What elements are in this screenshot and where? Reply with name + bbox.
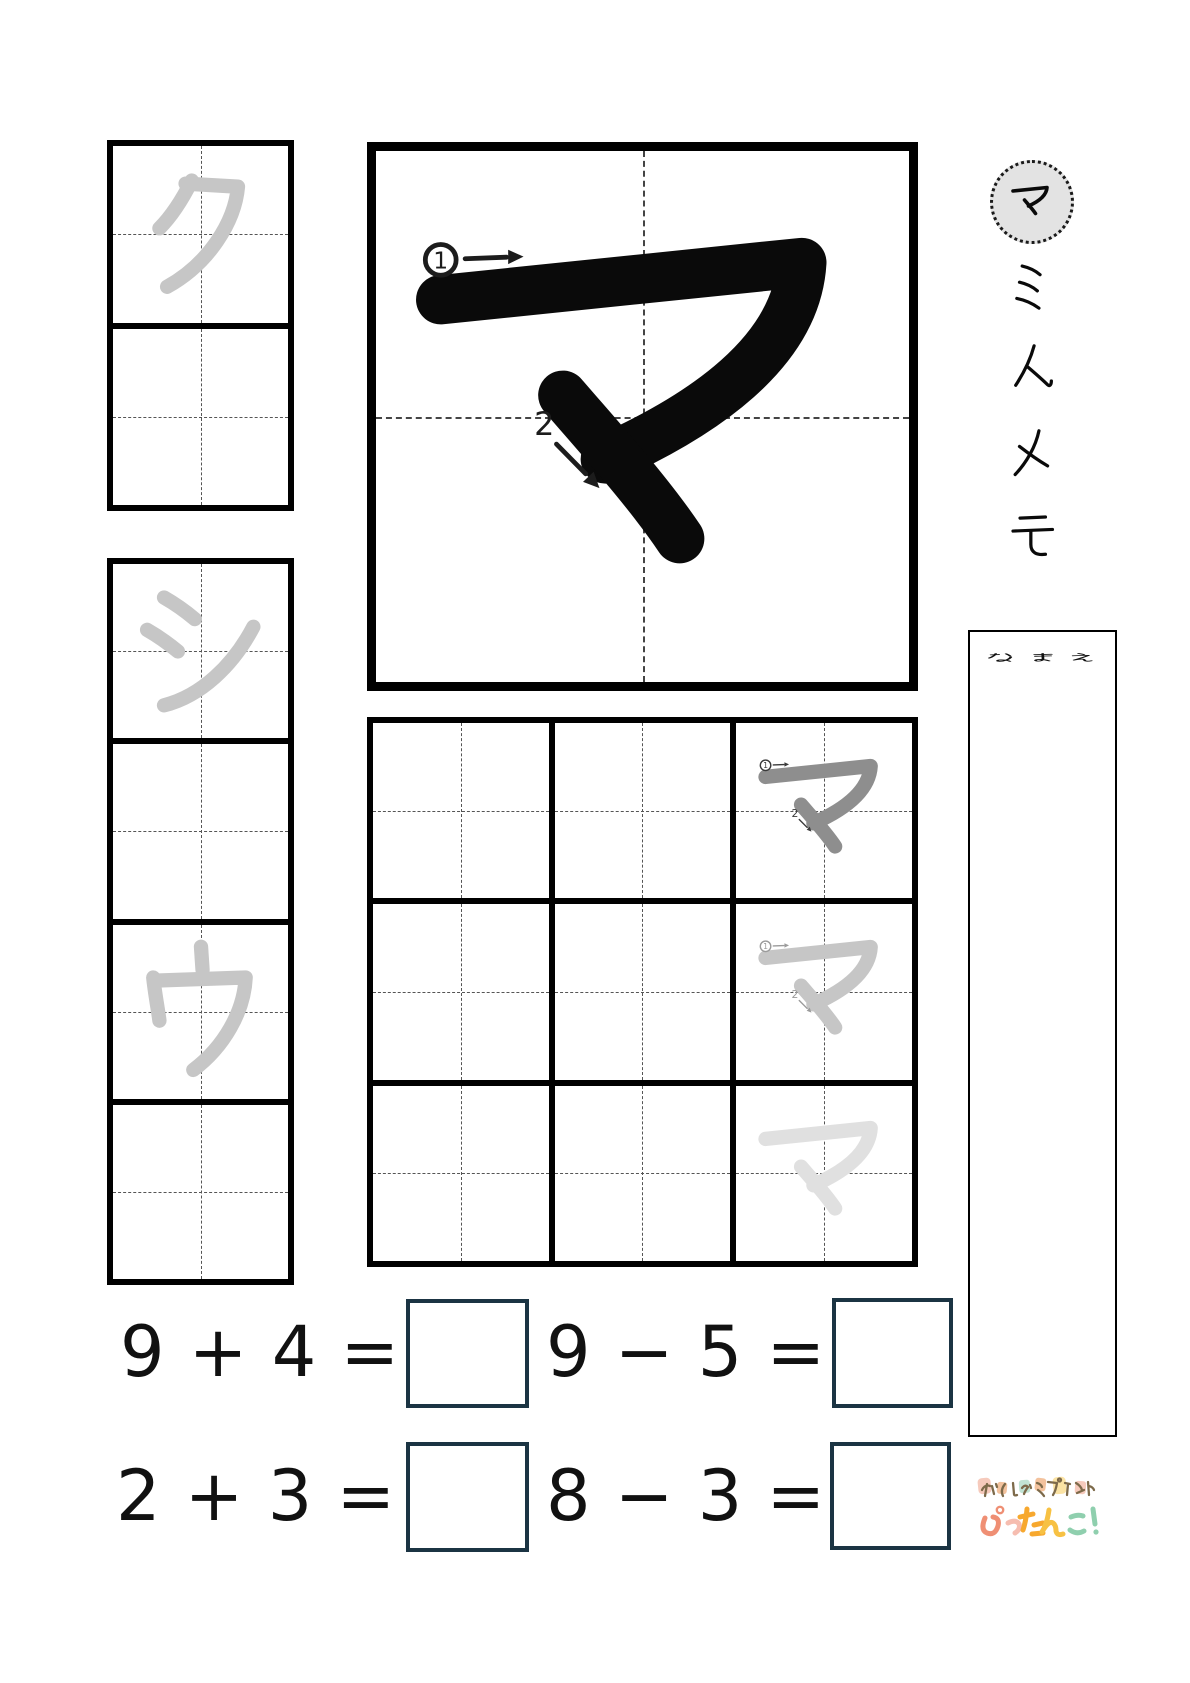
trace-cell-u[interactable] — [113, 925, 288, 1099]
logo-line2-text — [983, 1507, 1099, 1535]
name-label — [987, 650, 1099, 684]
practice-cell-empty[interactable] — [555, 1086, 731, 1261]
review-column-2 — [107, 558, 294, 1285]
kana-ma-trace-glyph — [747, 732, 902, 890]
kana-ma-trace-glyph — [747, 1094, 902, 1252]
kana-mo-glyph — [1006, 510, 1060, 564]
practice-cell-empty[interactable] — [113, 329, 288, 506]
review-column-1 — [107, 140, 294, 511]
trace-cell-shi[interactable] — [113, 564, 288, 738]
name-box[interactable] — [968, 630, 1117, 1437]
kana-mu-glyph — [1006, 341, 1060, 395]
math-expression-4: 8 − 3 = — [546, 1455, 827, 1537]
kana-me-glyph — [1006, 427, 1060, 481]
math-expression-1: 9 + 4 = — [120, 1311, 401, 1393]
kana-shi-glyph — [124, 573, 278, 730]
svg-text:2: 2 — [791, 988, 799, 1002]
right-arrow-icon — [784, 762, 789, 766]
right-arrow-icon — [508, 250, 523, 264]
answer-box-2[interactable] — [832, 1298, 953, 1408]
stroke2-number: 2 — [534, 405, 555, 444]
trace-example-cell-light[interactable] — [736, 1086, 912, 1261]
kana-circle-badge — [990, 160, 1074, 244]
stroke1-number: 1 — [433, 246, 449, 275]
right-arrow-icon — [784, 943, 789, 947]
kana-mi-glyph — [1006, 259, 1060, 313]
svg-text:2: 2 — [791, 806, 799, 820]
math-expression-2: 9 − 5 = — [546, 1311, 827, 1393]
practice-cell-empty[interactable] — [113, 744, 288, 918]
svg-text:1: 1 — [762, 942, 768, 952]
practice-cell-empty[interactable] — [113, 1105, 288, 1279]
trace-example-cell-dark[interactable] — [736, 723, 912, 898]
svg-text:1: 1 — [762, 760, 768, 770]
kana-ma-glyph — [1007, 177, 1057, 227]
trace-example-cell-medium[interactable] — [736, 904, 912, 1079]
math-expression-3: 2 + 3 = — [116, 1455, 397, 1537]
kana-u-glyph — [124, 933, 278, 1090]
practice-cell-empty[interactable] — [555, 723, 731, 898]
brand-logo — [975, 1476, 1115, 1542]
practice-grid — [367, 717, 918, 1267]
kana-ma-trace-glyph — [747, 913, 902, 1071]
trace-cell-ku[interactable] — [113, 146, 288, 323]
practice-cell-empty[interactable] — [373, 723, 549, 898]
practice-cell-empty[interactable] — [555, 904, 731, 1079]
kana-ku-glyph — [124, 155, 278, 314]
practice-cell-empty[interactable] — [373, 1086, 549, 1261]
practice-cell-empty[interactable] — [373, 904, 549, 1079]
answer-box-1[interactable] — [406, 1299, 529, 1408]
stroke-demo-box — [367, 142, 918, 691]
kana-ma-demo-glyph — [376, 151, 909, 682]
answer-box-3[interactable] — [406, 1442, 529, 1552]
answer-box-4[interactable] — [830, 1442, 951, 1550]
